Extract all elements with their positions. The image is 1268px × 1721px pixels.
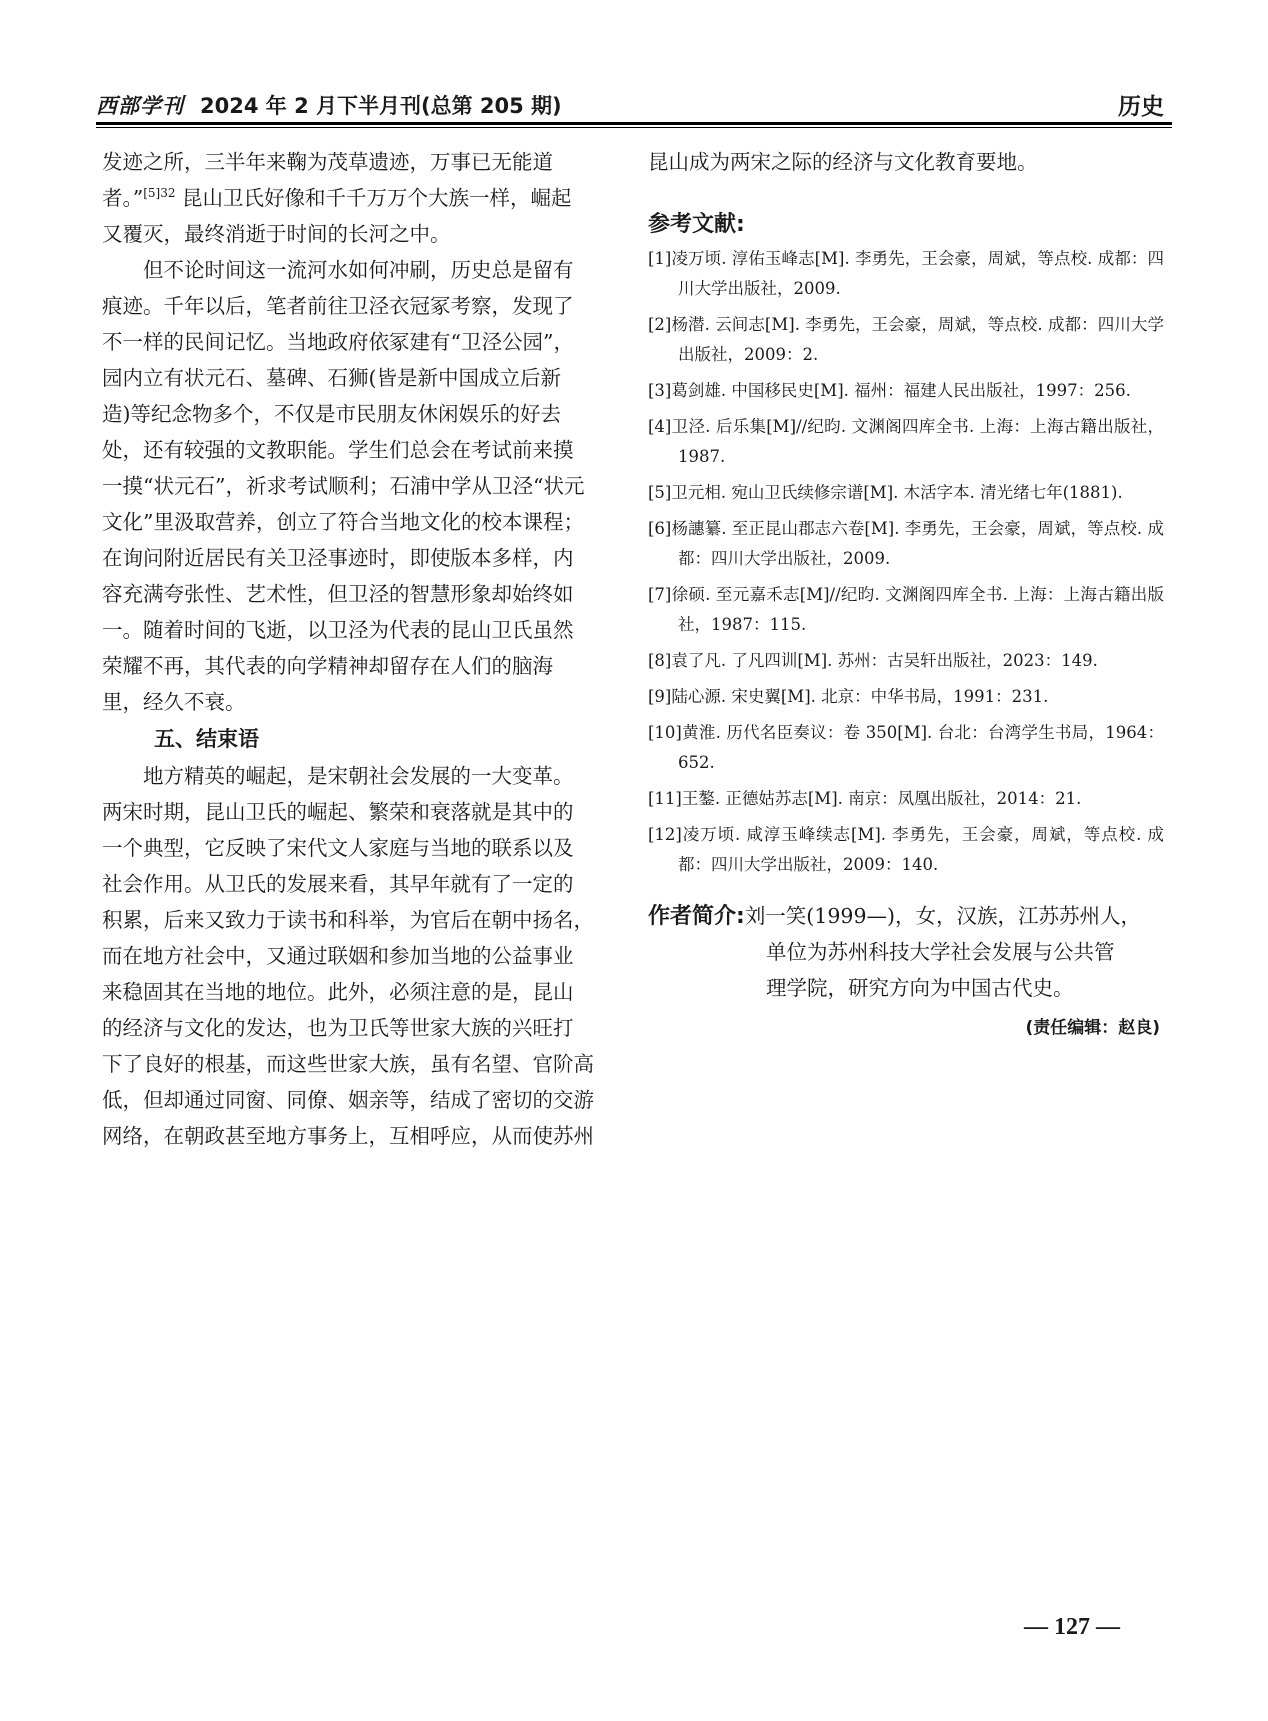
text-line: 里，经久不衰。 bbox=[102, 690, 246, 714]
reference-item: [9]陆心源. 宋史翼[M]. 北京：中华书局，1991：231. bbox=[648, 687, 1049, 706]
text-line: 积累，后来又致力于读书和科举，为官后在朝中扬名， bbox=[102, 908, 594, 932]
reference-item: [5]卫元相. 宛山卫氏续修宗谱[M]. 木活字本. 清光绪七年(1881). bbox=[648, 483, 1123, 502]
text-fragment: 昆山卫氏好像和千千万万个大族一样，崛起 bbox=[175, 186, 572, 210]
text-line: 下了良好的根基，而这些世家大族，虽有名望、官阶高 bbox=[102, 1052, 594, 1076]
paragraph bbox=[102, 144, 616, 252]
text-line: 痕迹。千年以后，笔者前往卫泾衣冠冢考察，发现了 bbox=[102, 294, 574, 318]
issue-info: 2024 年 2 月下半月刊(总第 205 期) bbox=[200, 94, 562, 118]
text-line: 但不论时间这一流河水如何冲刷，历史总是留有 bbox=[143, 258, 574, 282]
text-line: 昆山成为两宋之际的经济与文化教育要地。 bbox=[648, 150, 1038, 174]
reference-item: [7]徐硕. 至元嘉禾志[M]//纪昀. 文渊阁四库全书. 上海：上海古籍出版社，1987：115. bbox=[648, 585, 1164, 634]
reference-item: [3]葛剑雄. 中国移民史[M]. 福州：福建人民出版社，1997：256. bbox=[648, 381, 1131, 400]
reference-item: [6]杨譓纂. 至正昆山郡志六卷[M]. 李勇先，王会豪，周斌，等点校. 成都：四川大学出版社，2009. bbox=[648, 519, 1164, 568]
references-heading: 参考文献: bbox=[648, 212, 745, 237]
text-line: 的经济与文化的发达，也为卫氏等世家大族的兴旺打 bbox=[102, 1016, 574, 1040]
author-text: 刘一笑(1999—)，女，汉族，江苏苏州人， bbox=[744, 904, 1141, 928]
quote-end: 者。” bbox=[102, 186, 144, 210]
text-line: 低，但却通过同窗、同僚、姻亲等，结成了密切的交游 bbox=[102, 1088, 594, 1112]
text-line bbox=[648, 898, 1164, 934]
text-line: 园内立有状元石、墓碑、石狮(皆是新中国成立后新 bbox=[102, 366, 561, 390]
text-line: 在询问附近居民有关卫泾事迹时，即使版本多样，内 bbox=[102, 546, 574, 570]
reference-item: [10]黄淮. 历代名臣奏议：卷 350[M]. 台北：台湾学生书局，1964：652. bbox=[648, 723, 1164, 772]
text-line: 荣耀不再，其代表的向学精神却留存在人们的脑海 bbox=[102, 654, 553, 678]
text-line: 一。随着时间的飞逝，以卫泾为代表的昆山卫氏虽然 bbox=[102, 618, 574, 642]
text-line: 网络，在朝政甚至地方事务上，互相呼应，从而使苏州 bbox=[102, 1124, 594, 1148]
text-line bbox=[102, 180, 616, 216]
reference-item: [11]王鏊. 正德姑苏志[M]. 南京：凤凰出版社，2014：21. bbox=[648, 789, 1082, 808]
citation: [5]32 bbox=[143, 186, 176, 200]
page-header bbox=[96, 84, 1172, 122]
header-rule-thin bbox=[96, 127, 1172, 128]
reference-item: [4]卫泾. 后乐集[M]//纪昀. 文渊阁四库全书. 上海：上海古籍出版社，1987. bbox=[648, 417, 1164, 466]
author-label: 作者简介: bbox=[648, 904, 745, 929]
header-rule bbox=[96, 122, 1172, 125]
right-column bbox=[648, 144, 1164, 1046]
reference-item: [1]凌万顷. 淳佑玉峰志[M]. 李勇先，王会豪，周斌，等点校. 成都：四川大学出版社，2009. bbox=[648, 249, 1164, 298]
text-line: 一摸“状元石”，祈求考试顺利；石浦中学从卫泾“状元 bbox=[102, 474, 585, 498]
editor-note: (责任编辑：赵良) bbox=[1025, 1018, 1160, 1038]
text-line: 地方精英的崛起，是宋朝社会发展的一大变革。 bbox=[143, 764, 574, 788]
reference-item: [12]凌万顷. 咸淳玉峰续志[M]. 李勇先，王会豪，周斌，等点校. 成都：四川大学出版社，2009：140. bbox=[648, 825, 1164, 874]
text-line: 社会作用。从卫氏的发展来看，其早年就有了一定的 bbox=[102, 872, 574, 896]
text-line: 容充满夸张性、艺术性，但卫泾的智慧形象却始终如 bbox=[102, 582, 574, 606]
text-line: 文化”里汲取营养，创立了符合当地文化的校本课程； bbox=[102, 510, 584, 534]
journal-logo: 西部学刊 bbox=[96, 93, 184, 118]
section-heading: 五、结束语 bbox=[154, 727, 259, 751]
reference-item: [8]袁了凡. 了凡四训[M]. 苏州：古吴轩出版社，2023：149. bbox=[648, 651, 1098, 670]
paragraph bbox=[102, 758, 616, 1154]
text-line: 发迹之所，三半年来鞠为茂草遗迹，万事已无能道 bbox=[102, 150, 553, 174]
text-line: 又覆灭，最终消逝于时间的长河之中。 bbox=[102, 222, 451, 246]
reference-list bbox=[648, 244, 1164, 880]
text-line: 理学院，研究方向为中国古代史。 bbox=[766, 976, 1074, 1000]
author-bio bbox=[648, 898, 1164, 1006]
text-line: 一个典型，它反映了宋代文人家庭与当地的联系以及 bbox=[102, 836, 574, 860]
paragraph bbox=[102, 252, 616, 720]
text-line: 来稳固其在当地的地位。此外，必须注意的是，昆山 bbox=[102, 980, 574, 1004]
text-line: 处，还有较强的文教职能。学生们总会在考试前来摸 bbox=[102, 438, 574, 462]
text-line: 不一样的民间记忆。当地政府依冢建有“卫泾公园”， bbox=[102, 330, 574, 354]
section-name: 历史 bbox=[1118, 94, 1164, 120]
text-line: 而在地方社会中，又通过联姻和参加当地的公益事业 bbox=[102, 944, 574, 968]
text-line: 两宋时期，昆山卫氏的崛起、繁荣和衰落就是其中的 bbox=[102, 800, 574, 824]
text-line: 单位为苏州科技大学社会发展与公共管 bbox=[766, 940, 1115, 964]
page-number: — 127 — bbox=[1024, 1614, 1120, 1640]
reference-item: [2]杨潜. 云间志[M]. 李勇先，王会豪，周斌，等点校. 成都：四川大学出版社，2009：2. bbox=[648, 315, 1164, 364]
text-line: 造)等纪念物多个，不仅是市民朋友休闲娱乐的好去 bbox=[102, 402, 561, 426]
left-column bbox=[102, 144, 616, 1154]
